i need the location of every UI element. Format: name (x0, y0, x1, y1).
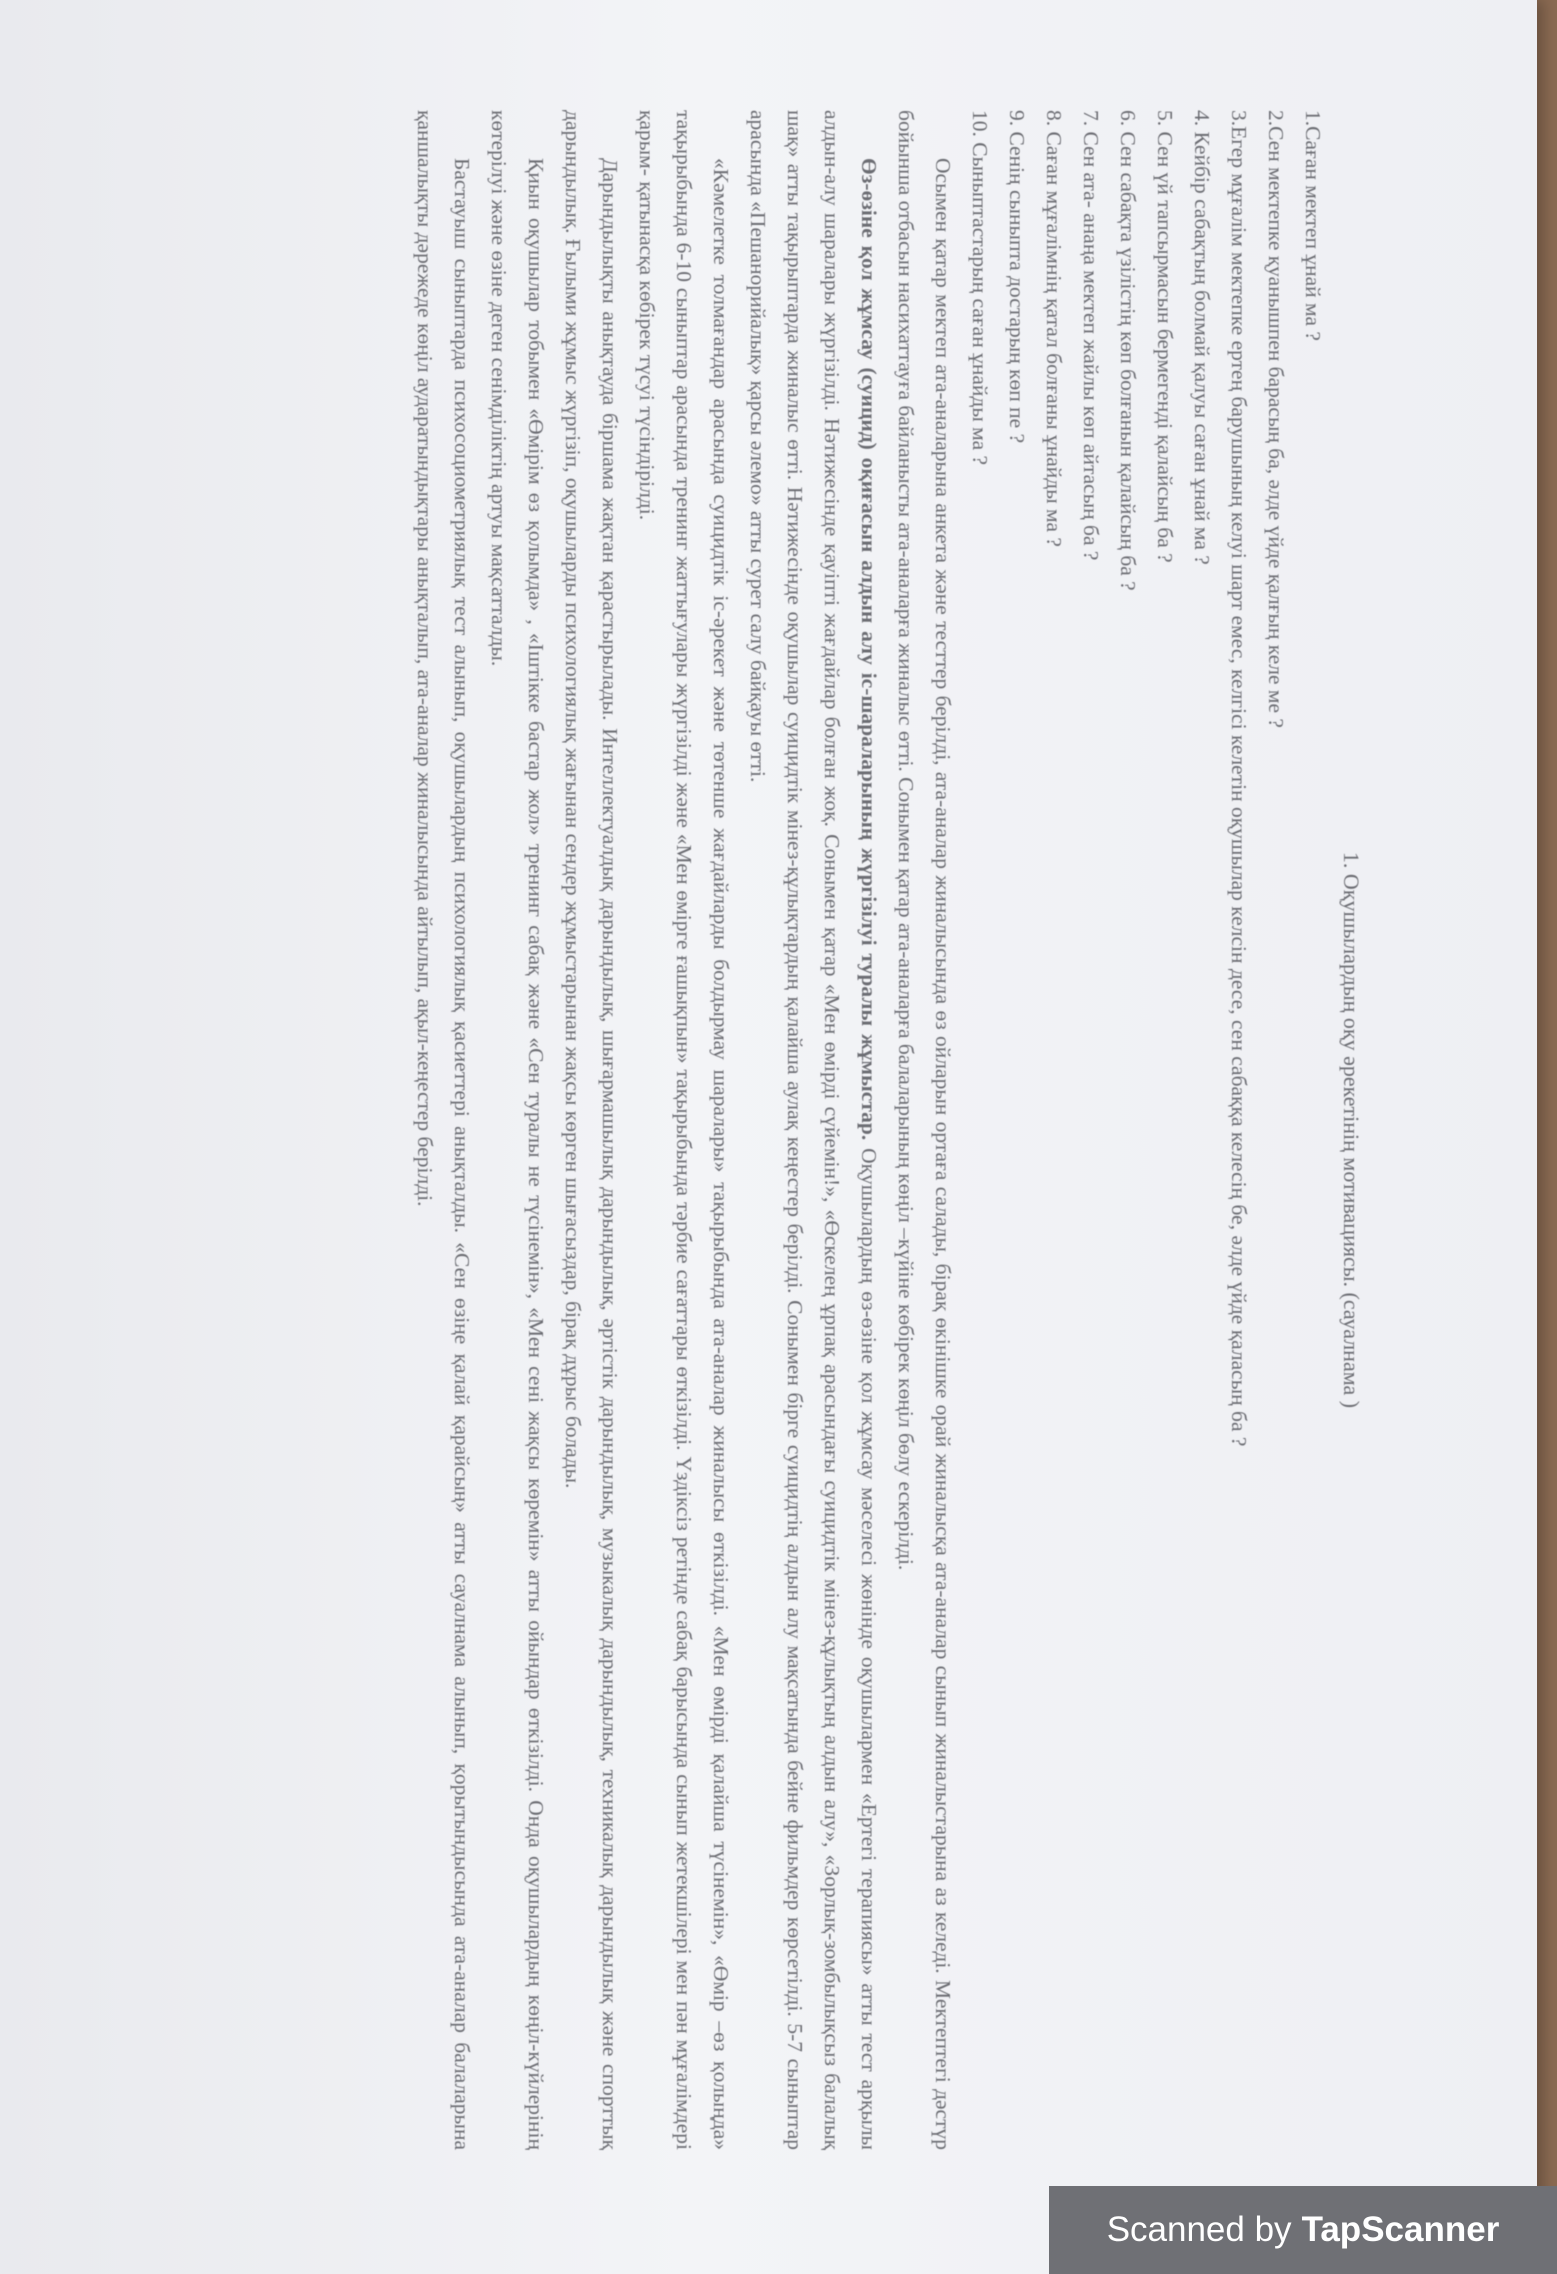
question-item: 5. Сен үй тапсырмасын бермегенді қалайсың ба ? (1153, 110, 1177, 563)
body-paragraph (554, 110, 628, 2150)
body-paragraph (628, 110, 739, 2150)
question-item: 10. Сыныптастарың саған ұнайды ма ? (968, 110, 992, 466)
body-paragraph (739, 110, 887, 2150)
question-item: 7. Сен ата- анаңа мектеп жайлы көп айтасың ба ? (1079, 110, 1103, 561)
text-run: Дарындылықты анықтауда біршама жақтан қарастырылады. Интеллектуалдық дарындылық, шығармашылық дарындылық, әртістік дарындылық, музыкалық дарындылық, техникалық дарындылық және спорттық дарындылық. Ғылыми жұмыс жүргізіп, оқушыларды психологиялық жағынан сендер жұмыстарынан жақсы көрген шығасыздар, бірақ дұрыс болады. (561, 110, 622, 2150)
text-run: «Кәмелетке толмағандар арасында суицидтік іс-әрекет және төтенше жағдайларды болдырмау шаралары» тақырыбында ата-аналар жиналысы өткізілді. «Мен өмірді қалайша түсінемін», «Өмір –өз қолыңда» тақырыбында 6-10 сыныптар арасында тренинг жаттығулары жүргізілді және «Мен өмірге ғашықпын» тақырыбында тәрбие сағаттары өткізілді. Үздіксіз ретінде сабақ барысында сынып жетекшілері мен пән мұғалімдері қарым- қатынасқа көбірек түсуі түсіндірілді. (635, 110, 733, 2150)
document-title: 1. Оқушылардың оқу әрекетінің мотивациясы. (сауалнама ) (1339, 851, 1364, 1409)
question-item: 9. Сенің сыныпта достарың көп пе ? (1005, 110, 1029, 444)
question-item: 2.Сен мектепке қуанышпен барасың ба, әлде үйде қалғың келе ме ? (1264, 110, 1288, 728)
text-run: Осымен қатар мектеп ата-аналарына анкета және тесттер берілді, ата-аналар жиналысында өз ойларын ортаға салады, бірақ өкінішке орай жиналысқа ата-аналар сынып жиналыстарына аз келеді. Мектептегі дәстүр бойынша отбасын насихаттауға байланысты ата-аналарға жиналыс өтті. Сонымен қатар ата-аналарға балаларының көңіл –күйіне көбірек көңіл бөлу ескерілді. (894, 110, 955, 2150)
text-run: Оқушылардың өз-өзіне қол жұмсау мәселесі жөнінде оқушылармен «Ертегі терапиясы» атты тест арқылы алдын-алу шаралары жүргізілді. Нәтижесінде қауіпті жағдайлар болған жоқ. Сонымен қатар «Мен өмірді сүйемін!», «Өскелең ұрпақ арасындағы суицидтік мінез-құлықтың алдын алу», «Зорлық-зомбылықсыз балалық шақ» атты тақырыптарда жиналыс өтті. Нәтижесінде оқушылар суицидтік мінез-құлықтардың қалайша аулақ кеңестер берілді. Сонымен бірге суицидтің алдын алу мақсатында бейне фильмдер көрсетілді. 5-7 сыныптар арасында «Пешанорийалық» қарсы әлемо» атты сурет салу байқауы өтті. (746, 110, 881, 2150)
body-paragraph (406, 110, 480, 2150)
question-item: 6. Сен сабақта үзілістің көп болғанын қалайсың ба ? (1116, 110, 1140, 591)
rotated-text-block (406, 110, 1370, 2150)
body-paragraphs (406, 110, 961, 2150)
question-item: 4. Кейбір сабақтың болмай қалуы саған ұнай ма ? (1190, 110, 1214, 565)
text-run: Бастауыш сыныптарда психосоциометриялық тест алынып, оқушылардың психологиялық қасиеттері анықталды. «Сен өзіңе қалай қарайсың» атты сауалнама алынып, қорытындысында ата-аналар балаларына қаншалықты дәрежеде көңіл аударатындықтары анықталып, ата-аналар жиналысында айтылып, ақыл-кеңестер берілді. (413, 110, 474, 2150)
question-list (961, 110, 1331, 2150)
body-paragraph (887, 110, 961, 2150)
question-item: 8. Саған мұғалімнің қатал болғаны ұнайды ма ? (1042, 110, 1066, 547)
question-item: 1.Саған мектеп ұнай ма ? (1301, 110, 1325, 341)
scanner-watermark (1049, 2186, 1557, 2274)
bold-heading-run: Өз-өзіне қол жұмсау (суицид) оқиғасын алдын алу іс-шараларының жүргізілуі туралы жұмыстар. (857, 158, 881, 1141)
watermark-prefix: Scanned by (1106, 2210, 1292, 2249)
body-paragraph (480, 110, 554, 2150)
text-run: Қиын оқушылар тобымен «Өмірім өз қолымда» , «Іштікке бастар жол» тренинг сабақ және «Сен туралы не түсінемін», «Мен сені жақсы көремін» атты ойындар өткізілді. Онда оқушылардың көңіл-күйлерінің көтерілуі және өзіне деген сенімділіктің артуы мақсатталды. (487, 110, 548, 2150)
question-item: 3.Егер мұғалім мектепке ертең барушының келуі шарт емес, келгісі келетін оқушылар келсін десе, сен сабаққа келесің бе, әлде үйде қаласың ба ? (1227, 110, 1251, 1447)
watermark-brand: TapScanner (1301, 2210, 1500, 2249)
